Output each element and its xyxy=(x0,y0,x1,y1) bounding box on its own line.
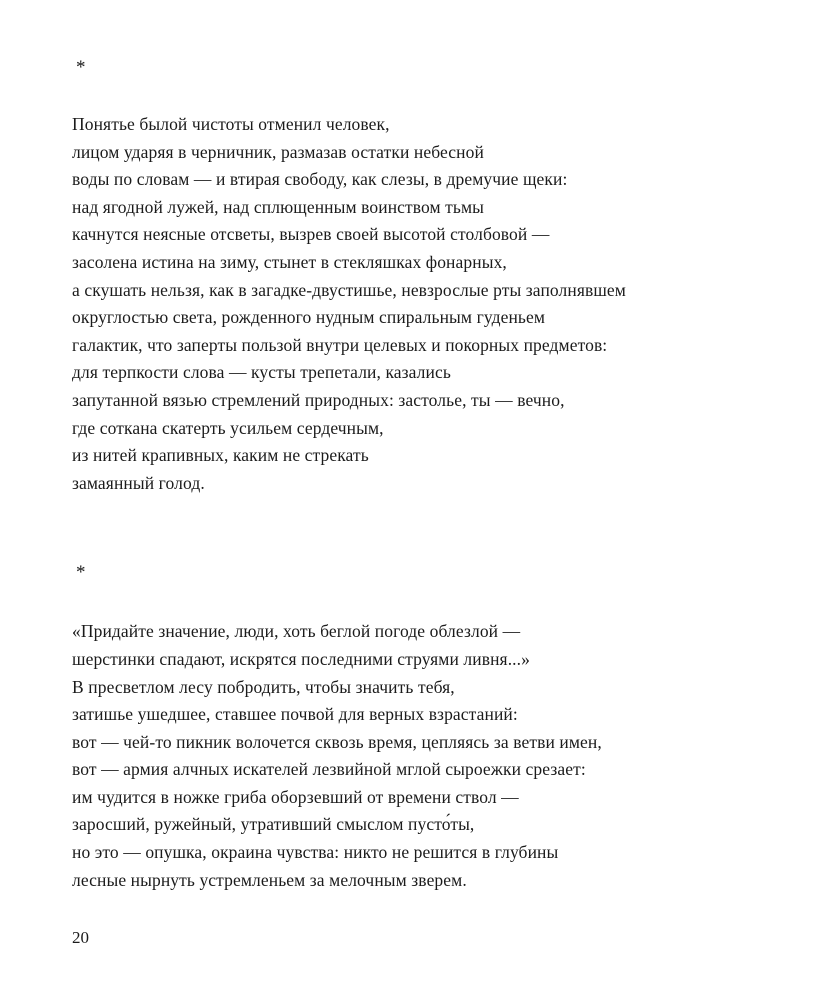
poem-line: а скушать нельзя, как в загадке-двустишье, невзрослые рты заполнявшем xyxy=(72,279,626,300)
poem-line: над ягодной лужей, над сплющенным воинством тьмы xyxy=(72,196,485,217)
section-marker-2: * xyxy=(76,562,86,584)
poem-line: вот — армия алчных искателей лезвийной мглой сыроежки срезает: xyxy=(72,759,586,780)
poem-line: из нитей крапивных, каким не стрекать xyxy=(72,445,369,466)
poem-line: затишье ушедшее, ставшее почвой для верных взрастаний: xyxy=(72,704,518,725)
poem-line: для терпкости слова — кусты трепетали, казались xyxy=(72,362,451,383)
section-marker-1: * xyxy=(76,57,86,78)
poem-line: засолена истина на зиму, стынет в стекляшках фонарных, xyxy=(72,251,507,272)
poem-line: Понятье былой чистоты отменил человек, xyxy=(72,114,390,134)
poem-line: округлостью света, рожденного нудным спиральным гуденьем xyxy=(72,307,546,328)
poem-line: вот — чей-то пикник волочется сквозь время, цепляясь за ветви имен, xyxy=(72,731,602,752)
poem-line: шерстинки спадают, искрятся последними струями ливня...» xyxy=(72,648,530,669)
poem-line: где соткана скатерть усильем сердечным, xyxy=(72,417,384,438)
poem-line: «Придайте значение, люди, хоть беглой погоде облезлой — xyxy=(72,621,521,642)
poem-line: но это — опушка, окраина чувства: никто не решится в глубины xyxy=(72,842,559,863)
poem-line: лесные нырнуть устремленьем за мелочным зверем. xyxy=(72,869,467,890)
poem-line: запутанной вязью стремлений природных: застолье, ты — вечно, xyxy=(72,389,565,410)
poem-line: замаянный голод. xyxy=(72,472,205,493)
poem-line: им чудится в ножке гриба оборзевший от времени ствол — xyxy=(72,786,519,807)
poem-line: заросший, ружейный, утративший смыслом пусто́ты, xyxy=(72,814,475,835)
page-number: 20 xyxy=(72,928,89,947)
poem-1 xyxy=(72,111,757,497)
poem-line: качнутся неясные отсветы, вызрев своей высотой столбовой — xyxy=(72,224,550,245)
poem-line: воды по словам — и втирая свободу, как слезы, в дремучие щеки: xyxy=(72,169,568,190)
poem-line: галактик, что заперты пользой внутри целевых и покорных предметов: xyxy=(72,334,608,355)
poem-line: лицом ударяя в черничник, размазав остатки небесной xyxy=(72,141,484,162)
poem-2 xyxy=(72,618,757,894)
poem-line: В пресветлом лесу побродить, чтобы значить тебя, xyxy=(72,676,455,697)
